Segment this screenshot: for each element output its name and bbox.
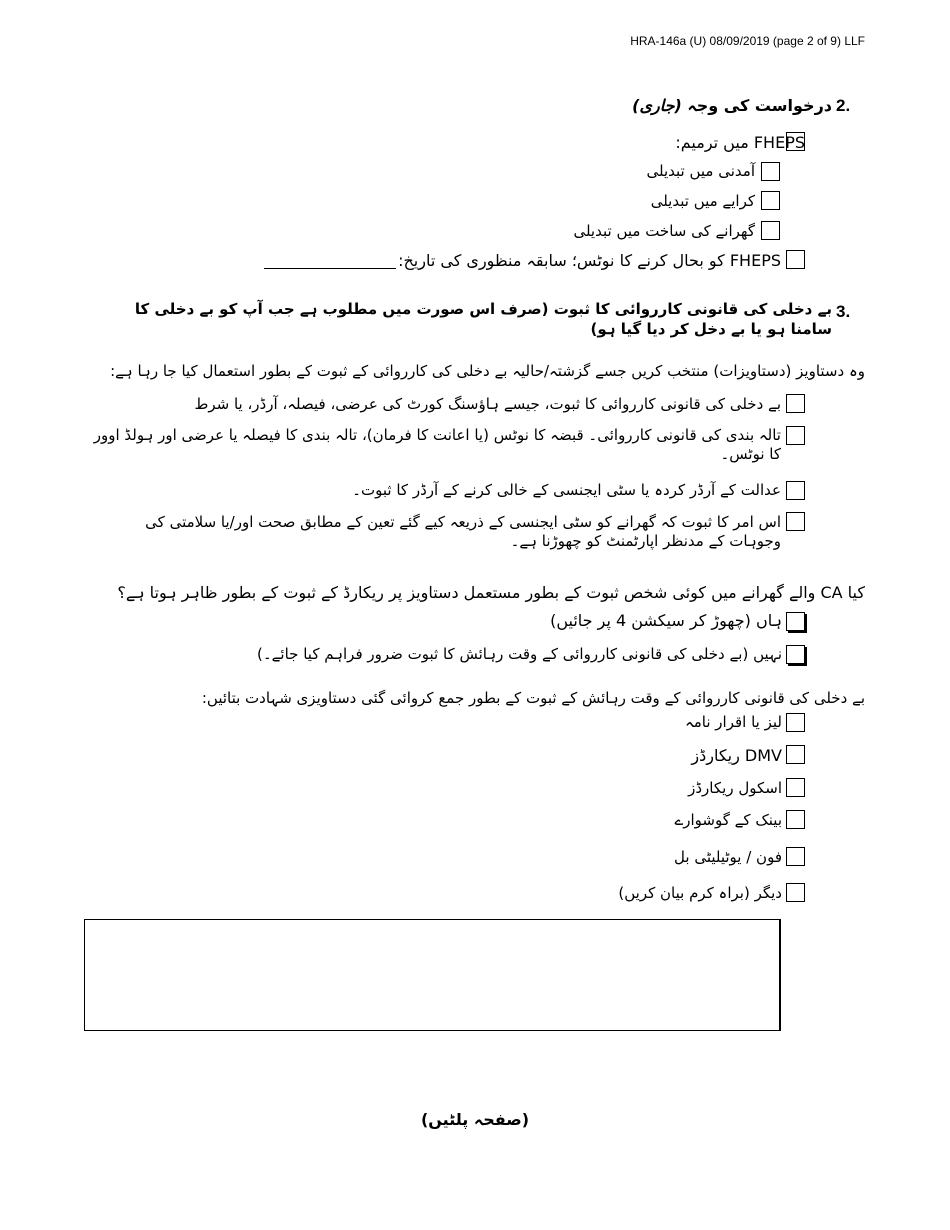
lease-label: لیز یا اقرار نامہ xyxy=(684,713,782,731)
doc-option-lockout-checkbox[interactable] xyxy=(786,426,805,445)
doc-intro: وہ دستاویز (دستاویزات) منتخب کریں جسے گزشتہ/حالیہ بے دخلی کی کارروائی کے ثبوت کے بطور استعمال کیا جا رہا ہے: xyxy=(110,362,865,380)
doc-option-lockout-label: تالہ بندی کی قانونی کارروائی۔ قبضہ کا نوٹس (یا اعانت کا فرمان)، تالہ بندی کا فیصلہ یا عرضی اور ہولڈ اوور کا نوٹس۔ xyxy=(93,426,781,463)
fheps-restore-label: FHEPS کو بحال کرنے کا نوٹس؛ سابقہ منظوری کی تاریخ: xyxy=(398,251,781,270)
prior-approval-date-field[interactable] xyxy=(264,255,396,269)
fheps-restore-checkbox[interactable] xyxy=(786,250,805,269)
dmv-checkbox[interactable] xyxy=(786,745,805,764)
utility-bill-checkbox[interactable] xyxy=(786,847,805,866)
ca-yes-label: ہاں (چھوڑ کر سیکشن 4 پر جائیں) xyxy=(550,611,782,630)
bank-statements-label: بینک کے گوشوارے xyxy=(674,811,782,829)
rent-change-checkbox[interactable] xyxy=(761,191,780,210)
other-label: دیگر (براہ کرم بیان کریں) xyxy=(618,884,782,902)
utility-bill-label: فون / یوٹیلیٹی بل xyxy=(674,848,782,866)
ca-yes-checkbox[interactable] xyxy=(786,612,805,631)
ca-no-label: نہیں (بے دخلی کی قانونی کارروائی کے وقت رہائش کا ثبوت ضرور فراہم کیا جائے۔) xyxy=(257,645,782,663)
school-records-label: اسکول ریکارڈز xyxy=(688,779,782,797)
doc-option-health-checkbox[interactable] xyxy=(786,512,805,531)
household-change-checkbox[interactable] xyxy=(761,221,780,240)
form-id: HRA-146a (U) 08/09/2019 (page 2 of 9) LLF xyxy=(630,34,865,48)
dmv-label: DMV ریکارڈز xyxy=(691,746,782,765)
section-3-title: بے دخلی کی قانونی کارروائی کا ثبوت (صرف اس صورت میں مطلوب ہے جب آپ کو بے دخلی کا سامنا ہو یا بے دخل کر دیا گیا ہو) xyxy=(134,300,832,338)
other-checkbox[interactable] xyxy=(786,883,805,902)
income-change-label: آمدنی میں تبدیلی xyxy=(646,162,755,180)
ca-question: کیا CA والے گھرانے میں کوئی شخص ثبوت کے بطور مستعمل دستاویز پر ریکارڈ کے ثبوت کے بطور ظاہر ہوتا ہے؟ xyxy=(117,583,865,602)
doc-option-vacate-label: عدالت کے آرڈر کردہ یا سٹی ایجنسی کے خالی کرنے کے آرڈر کا ثبوت۔ xyxy=(352,481,781,499)
residence-intro: بے دخلی کی قانونی کارروائی کے وقت رہائش کے ثبوت کے بطور جمع کروائی گئی دستاویزی شہادت بتائیں: xyxy=(201,689,865,707)
rent-change-label: کرایے میں تبدیلی xyxy=(650,192,755,210)
school-records-checkbox[interactable] xyxy=(786,778,805,797)
doc-option-legal-label: بے دخلی کی قانونی کارروائی کا ثبوت، جیسے ہاؤسنگ کورٹ کی عرضی، فیصلہ، آرڈر، یا شرط xyxy=(194,395,781,413)
ca-no-checkbox[interactable] xyxy=(786,645,805,664)
section-2-number: 2. xyxy=(836,96,851,115)
fheps-amend-label: FHEPS میں ترمیم: xyxy=(675,133,805,152)
doc-option-vacate-checkbox[interactable] xyxy=(786,481,805,500)
other-description-textbox[interactable] xyxy=(84,919,781,1031)
section-2-title-text: درخواست کی وجہ xyxy=(687,96,832,115)
section-2-title xyxy=(632,96,832,115)
turn-page-note: (صفحہ پلٹیں) xyxy=(420,1110,530,1129)
section-3-number: 3. xyxy=(836,302,851,321)
household-change-label: گھرانے کی ساخت میں تبدیلی xyxy=(573,222,755,240)
bank-statements-checkbox[interactable] xyxy=(786,810,805,829)
section-2-title-suffix: (جاری) xyxy=(632,96,682,115)
doc-option-legal-checkbox[interactable] xyxy=(786,394,805,413)
doc-option-health-label: اس امر کا ثبوت کہ گھرانے کو سٹی ایجنسی کے ذریعہ کیے گئے تعین کے مطابق صحت اور/یا سلامتی کی وجوہات کے مدنظر اپارٹمنٹ کو چھوڑنا ہے۔ xyxy=(145,513,781,550)
lease-checkbox[interactable] xyxy=(786,713,805,732)
income-change-checkbox[interactable] xyxy=(761,162,780,181)
